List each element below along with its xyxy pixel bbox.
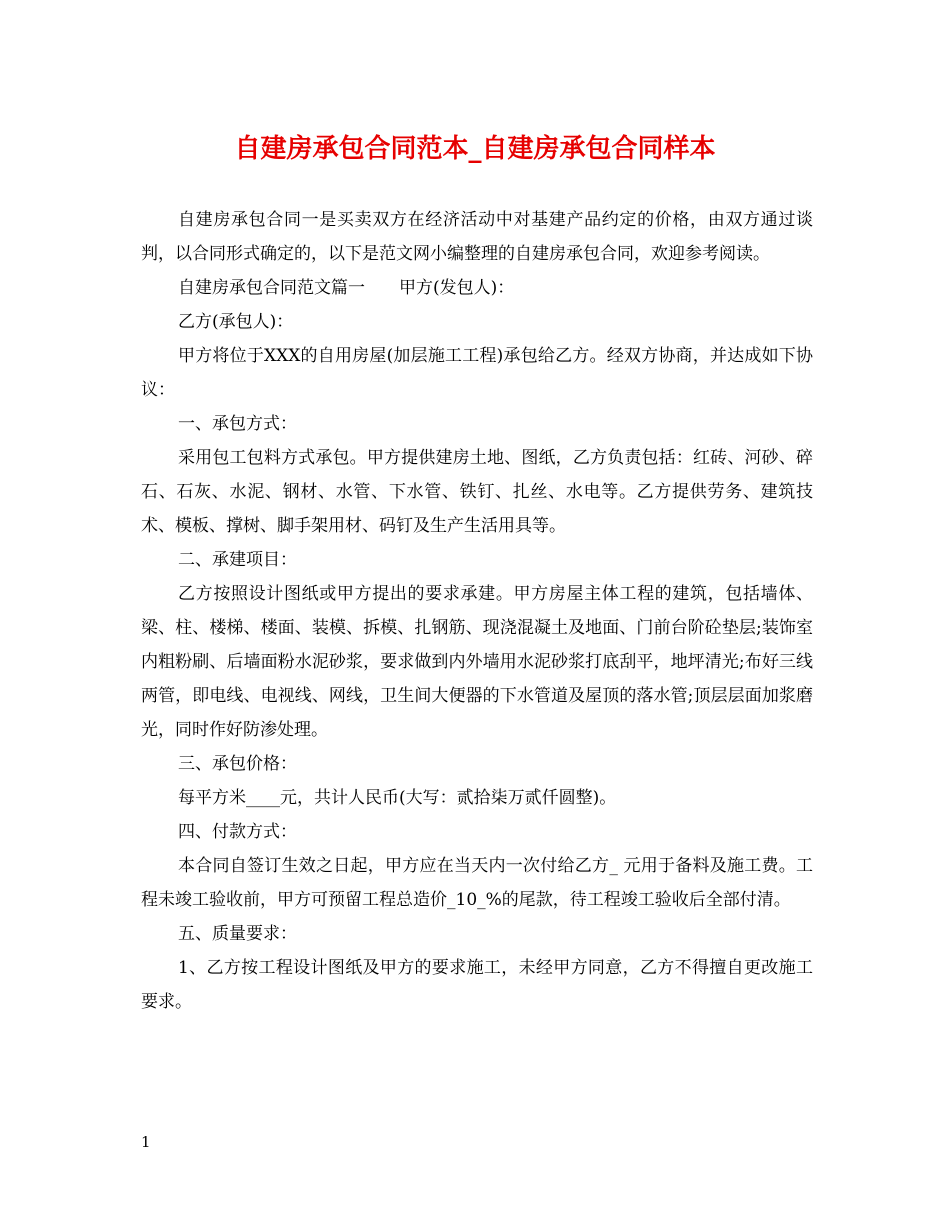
section-heading-construction-items: 二、承建项目： [178,550,297,570]
paragraph-party-b: 乙方(承包人)： [178,312,294,332]
paragraph-contract-price: 每平方米____元，共计人民币(大写：贰拾柒万贰仟圆整)。 [178,788,617,808]
paragraph-payment: 本合同自签订生效之日起，甲方应在当天内一次付给乙方_ 元用于备料及施工费。工程未竣工验收前，甲方可预留工程总造价_10_%的尾款，待工程竣工验收后全部付清。 [141,856,813,910]
document-title: 自建房承包合同范本_自建房承包合同样本 [234,134,716,164]
paragraph-quality-1: 1、乙方按工程设计图纸及甲方的要求施工，未经甲方同意，乙方不得擅自更改施工要求。 [141,958,813,1012]
paragraph-agreement: 甲方将位于XXX的自用房屋(加层施工工程)承包给乙方。经双方协商，并达成如下协议： [141,346,813,400]
paragraph-contract-method: 采用包工包料方式承包。甲方提供建房土地、图纸，乙方负责包括：红砖、河砂、碎石、石灰、水泥、钢材、水管、下水管、铁钉、扎丝、水电等。乙方提供劳务、建筑技术、模板、撑树、脚手架用材、码钉及生产生活用具等。 [141,448,813,536]
section-heading-contract-method: 一、承包方式： [178,414,297,434]
document-body [141,203,813,1019]
section-heading-contract-price: 三、承包价格： [178,754,297,774]
section-heading-payment: 四、付款方式： [178,822,297,842]
page-number: 1 [141,1133,151,1151]
paragraph-intro: 自建房承包合同一是买卖双方在经济活动中对基建产品约定的价格，由双方通过谈判，以合同形式确定的，以下是范文网小编整理的自建房承包合同，欢迎参考阅读。 [141,210,813,264]
section-heading-quality: 五、质量要求： [178,924,297,944]
paragraph-contract-heading: 自建房承包合同范文篇一 甲方(发包人)： [178,278,515,298]
paragraph-construction-items: 乙方按照设计图纸或甲方提出的要求承建。甲方房屋主体工程的建筑，包括墙体、梁、柱、楼梯、楼面、装模、拆模、扎钢筋、现浇混凝土及地面、门前台阶砼垫层;装饰室内粗粉刷、后墙面粉水泥砂浆，要求做到内外墙用水泥砂浆打底刮平，地坪清光;布好三线两管，即电线、电视线、网线，卫生间大便器的下水管道及屋顶的落水管;顶层层面加浆磨光，同时作好防渗处理。 [141,584,813,740]
